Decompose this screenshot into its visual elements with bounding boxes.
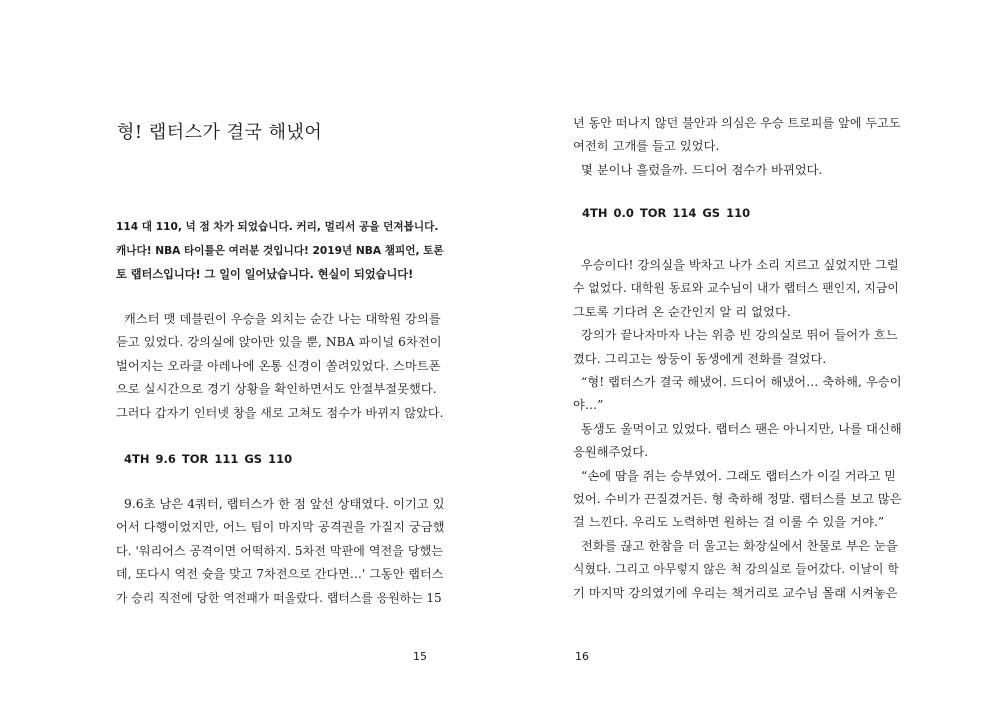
body-paragraph bbox=[116, 308, 446, 425]
text-line: 수 없었다. 대학원 동료와 교수님이 내가 랩터스 팬인지, 지금이 bbox=[573, 281, 899, 296]
text-line: 캐나다! NBA 타이틀은 여러분 것입니다! 2019년 NBA 챔피언, 토론 bbox=[116, 245, 444, 257]
text-line: 강의가 끝나자마자 나는 위층 빈 강의실로 뛰어 들어가 흐느 bbox=[581, 328, 898, 343]
text-line: 그러다 갑자기 인터넷 창을 새로 고쳐도 점수가 바뀌지 않았다. bbox=[116, 405, 444, 420]
text-line: 114 대 110, 넉 점 차가 되었습니다. 커리, 멀리서 공을 던져봅니다. bbox=[116, 221, 439, 233]
page-number: 16 bbox=[575, 650, 589, 663]
text-line: 걸 느낀다. 우리도 노력하면 원하는 걸 이룰 수 있을 거야.” bbox=[573, 515, 885, 530]
text-line: 토 랩터스입니다! 그 일이 일어났습니다. 현실이 되었습니다! bbox=[116, 268, 414, 281]
body-paragraph bbox=[116, 493, 446, 610]
text-line: 캐스터 맷 데블린이 우승을 외치는 순간 나는 대학원 강의를 bbox=[124, 312, 441, 326]
text-line: 듣고 있었다. 강의실에 앉아만 있을 뿐, NBA 파이널 6차전이 bbox=[116, 335, 442, 350]
text-line: 9.6초 남은 4쿼터, 랩터스가 한 점 앞선 상태였다. 이기고 있 bbox=[124, 497, 445, 511]
body-paragraph bbox=[573, 254, 903, 605]
score-line: 4TH 9.6 TOR 111 GS 110 bbox=[124, 452, 293, 466]
text-line: 응원해주었다. bbox=[573, 445, 649, 460]
broadcast-quote bbox=[116, 215, 444, 287]
text-line: 년 동안 떠나지 않던 불안과 의심은 우승 트로피를 앞에 두고도 bbox=[573, 116, 901, 130]
text-line: 그토록 기다려 온 순간인지 알 리 없었다. bbox=[573, 304, 791, 319]
text-line: 어서 다행이었지만, 어느 팀이 마지막 공격권을 가질지 궁금했 bbox=[116, 520, 445, 535]
text-line: 가 승리 직전에 당한 역전패가 떠올랐다. 랩터스를 응원하는 15 bbox=[116, 590, 442, 605]
right-page bbox=[500, 0, 1000, 723]
text-line: 벌어지는 오라클 아레나에 온통 신경이 쏠려있었다. 스마트폰 bbox=[116, 358, 441, 373]
text-line: 기 마지막 강의였기에 우리는 책거리로 교수님 몰래 시켜놓은 bbox=[573, 585, 898, 600]
body-paragraph bbox=[573, 112, 903, 182]
text-line: 여전히 고개를 들고 있었다. bbox=[573, 139, 720, 154]
text-line: 전화를 끊고 한참을 더 울고는 화장실에서 찬물로 부은 눈을 bbox=[581, 538, 898, 553]
text-line: 꼈다. 그리고는 쌍둥이 동생에게 전화를 걸었다. bbox=[573, 351, 827, 366]
text-line: 식혔다. 그리고 아무렇지 않은 척 강의실로 들어갔다. 이날이 학 bbox=[573, 562, 899, 577]
text-line: 으로 실시간으로 경기 상황을 확인하면서도 안절부절못했다. bbox=[116, 382, 437, 397]
text-line: 몇 분이나 흘렀을까. 드디어 점수가 바뀌었다. bbox=[581, 162, 823, 177]
text-line: 데, 또다시 역전 슛을 맞고 7차전으로 간다면…' 그동안 랩터스 bbox=[116, 567, 444, 582]
text-line: “형! 랩터스가 결국 해냈어. 드디어 해냈어… 축하해, 우승이 bbox=[581, 375, 902, 390]
score-line: 4TH 0.0 TOR 114 GS 110 bbox=[582, 206, 751, 220]
text-line: 야…” bbox=[573, 398, 604, 413]
chapter-title: 형! 랩터스가 결국 해냈어 bbox=[117, 122, 323, 143]
page-number: 15 bbox=[413, 650, 427, 663]
text-line: 동생도 울먹이고 있었다. 랩터스 팬은 아니지만, 나를 대신해 bbox=[581, 421, 902, 436]
text-line: 우승이다! 강의실을 박차고 나가 소리 지르고 싶었지만 그럴 bbox=[581, 258, 899, 272]
text-line: 다. '워리어스 공격이면 어떡하지. 5차전 막판에 역전을 당했는 bbox=[116, 543, 443, 558]
text-line: 었어. 수비가 끈질겼거든. 형 축하해 정말. 랩터스를 보고 많은 bbox=[573, 492, 902, 507]
text-line: “손에 땀을 쥐는 승부였어. 그래도 랩터스가 이길 거라고 믿 bbox=[581, 468, 897, 483]
